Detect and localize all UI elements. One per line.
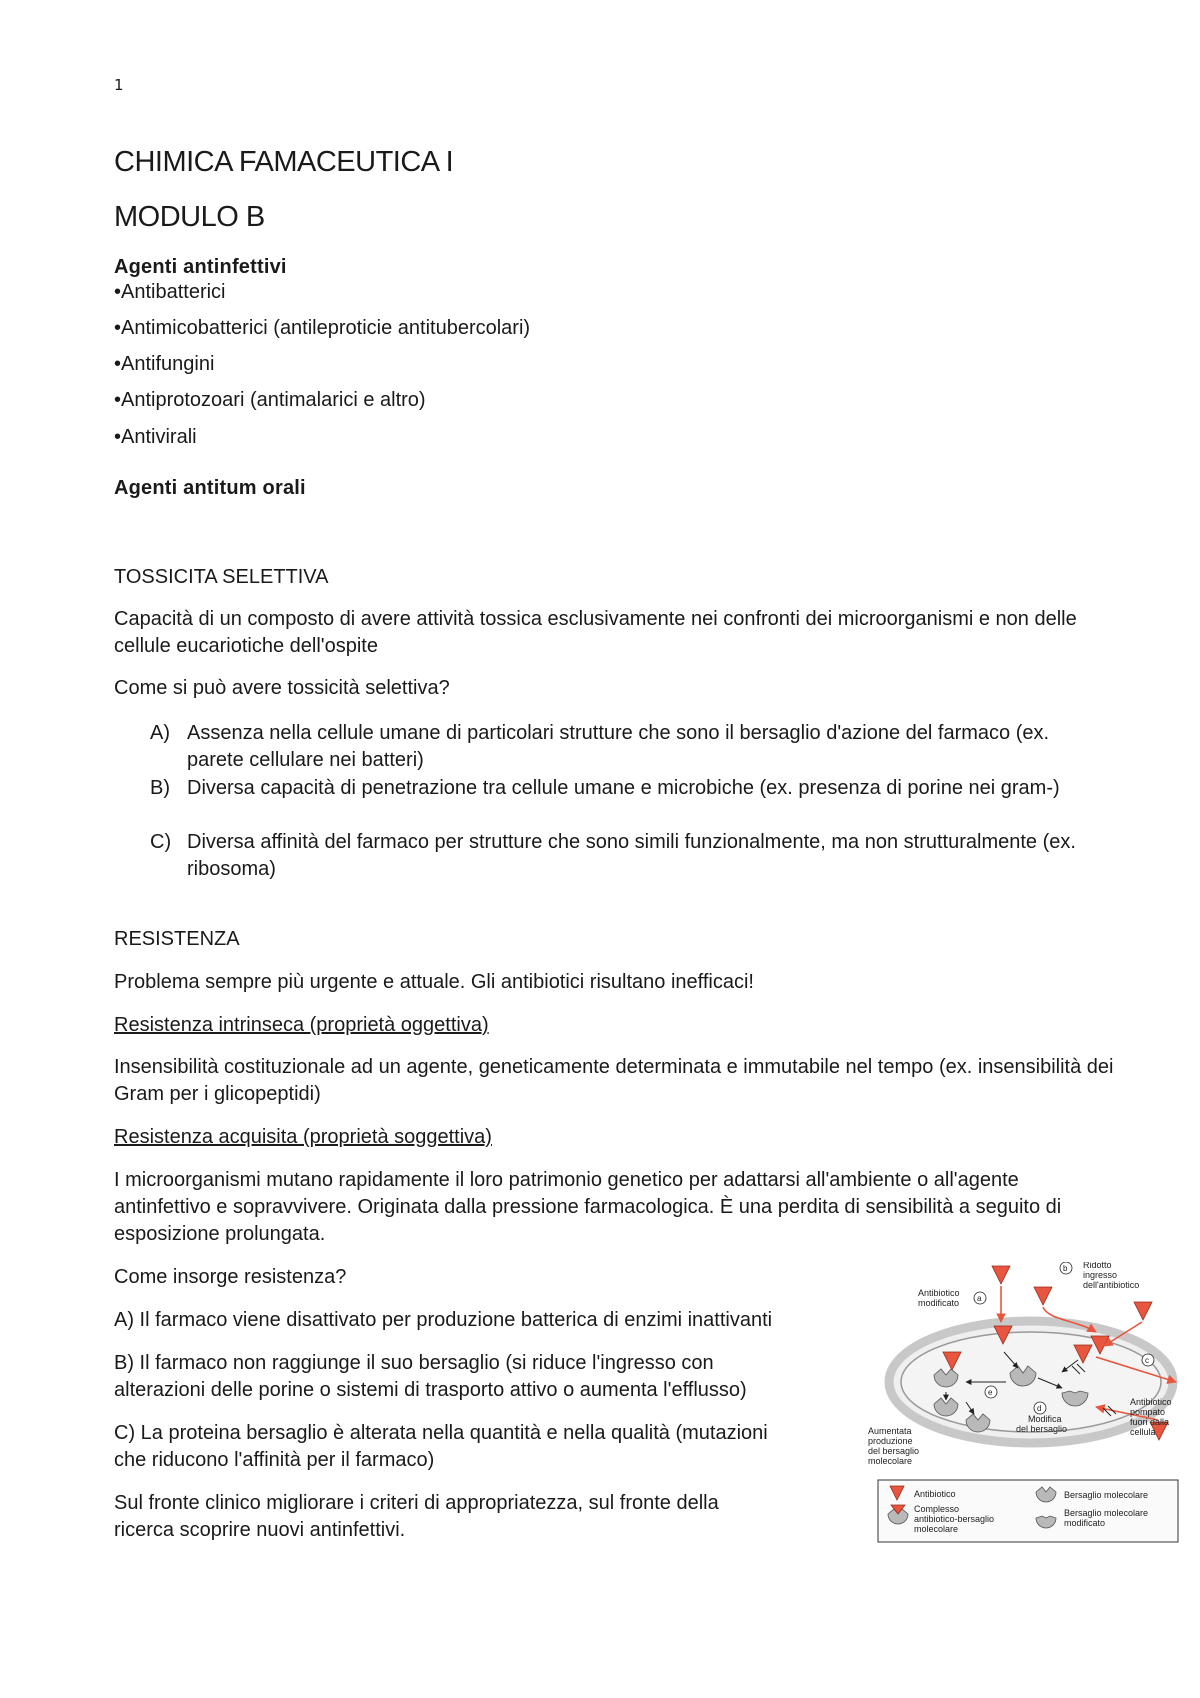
tossicita-question: Come si può avere tossicità selettiva?: [114, 677, 450, 699]
list-text: Diversa affinità del farmaco per strutture che sono simili funzionalmente, ma non strutturalmente (ex. ribosoma): [187, 831, 1076, 880]
diagram-label-b: b: [1063, 1264, 1068, 1273]
legend-bersaglio-modificato: Bersaglio molecolare modificato: [1064, 1508, 1149, 1528]
section-heading-antinfettivi: Agenti antinfettivi: [114, 256, 287, 278]
list-item: •Antiprotozoari (antimalarici e altro): [114, 389, 426, 411]
resistenza-intrinseca-label: Resistenza intrinseca (proprietà oggettiva): [114, 1014, 489, 1036]
legend-complesso: Complesso antibiotico-bersaglio molecolare: [914, 1504, 995, 1534]
mechanism-b-line2: alterazioni delle porine o sistemi di trasporto attivo o aumenta l'efflusso): [114, 1379, 747, 1401]
mechanism-c-line1: C) La proteina bersaglio è alterata nella quantità e nella qualità (mutazioni: [114, 1422, 768, 1444]
page-number: 1: [114, 76, 124, 94]
mechanism-c-line2: che riducono l'affinità per il farmaco): [114, 1449, 435, 1471]
list-text: Diversa capacità di penetrazione tra cellule umane e microbiche (ex. presenza di porine nei gram-): [187, 777, 1060, 799]
list-item: •Antibatterici: [114, 281, 226, 303]
diagram-label-a: a: [977, 1294, 982, 1303]
diagram-label-d: d: [1037, 1404, 1042, 1413]
mechanism-a: A) Il farmaco viene disattivato per produzione batterica di enzimi inattivanti: [114, 1309, 773, 1331]
legend-bersaglio: Bersaglio molecolare: [1064, 1490, 1149, 1500]
antibiotic-icon: [1134, 1302, 1152, 1320]
label-antibiotico-pompato: Antibiotico pompato fuori dalla cellula: [1130, 1397, 1172, 1437]
list-marker: A): [150, 722, 170, 744]
label-antibiotico-modificato: Antibiotico modificato: [918, 1288, 960, 1308]
list-item: •Antifungini: [114, 353, 215, 375]
diagram-label-e: e: [988, 1388, 993, 1397]
list-item: •Antivirali: [114, 426, 197, 448]
tossicita-definition: Capacità di un composto di avere attività tossica esclusivamente nei confronti dei microorganismi e non delle cellule eucariotiche dell'ospite: [114, 608, 1077, 657]
resistance-mechanisms-diagram: [866, 1262, 1196, 1554]
antibiotic-icon: [992, 1266, 1010, 1284]
label-aumentata-produzione: Aumentata produzione del bersaglio molecolare: [868, 1426, 920, 1466]
tossicita-point-b: [150, 775, 1110, 802]
tossicita-point-c: [150, 829, 1110, 883]
section-heading-tossicita: TOSSICITA SELETTIVA: [114, 566, 329, 588]
legend-antibiotico: Antibiotico: [914, 1489, 956, 1499]
resistenza-acquisita-text: I microorganismi mutano rapidamente il loro patrimonio genetico per adattarsi all'ambiente o all'agente antinfettivo e sopravvivere. Originata dalla pressione farmacologica. È una perdita di sensibilità a seguito di esposizione prolungata.: [114, 1169, 1062, 1245]
conclusion-line1: Sul fronte clinico migliorare i criteri di appropriatezza, sul fronte della: [114, 1492, 719, 1514]
conclusion-line2: ricerca scoprire nuovi antinfettivi.: [114, 1519, 406, 1541]
mechanism-b-line1: B) Il farmaco non raggiunge il suo bersaglio (si riduce l'ingresso con: [114, 1352, 714, 1374]
list-text: Assenza nella cellule umane di particolari strutture che sono il bersaglio d'azione del farmaco (ex. parete cellulare nei batteri): [187, 722, 1050, 771]
list-marker: C): [150, 831, 172, 853]
resistenza-question: Come insorge resistenza?: [114, 1266, 347, 1288]
section-heading-resistenza: RESISTENZA: [114, 928, 240, 950]
tossicita-point-a: [150, 720, 1110, 774]
resistenza-acquisita-label: Resistenza acquisita (proprietà soggettiva): [114, 1126, 492, 1148]
list-item: •Antimicobatterici (antileproticie antitubercolari): [114, 317, 531, 339]
diagram-label-c: c: [1145, 1356, 1149, 1365]
resistenza-intro: Problema sempre più urgente e attuale. Gli antibiotici risultano inefficaci!: [114, 971, 754, 993]
document-title: CHIMICA FAMACEUTICA I: [114, 146, 454, 178]
section-heading-antitumorali: Agenti antitum orali: [114, 477, 306, 499]
label-ridotto-ingresso: Ridotto ingresso dell'antibiotico: [1083, 1262, 1140, 1290]
antibiotic-icon: [1034, 1287, 1052, 1305]
label-modifica-bersaglio: Modifica del bersaglio: [1016, 1414, 1068, 1434]
list-marker: B): [150, 777, 170, 799]
resistenza-intrinseca-text: Insensibilità costituzionale ad un agente, geneticamente determinata e immutabile nel tempo (ex. insensibilità dei Gram per i glicopeptidi): [114, 1056, 1114, 1105]
module-title: MODULO B: [114, 201, 265, 233]
